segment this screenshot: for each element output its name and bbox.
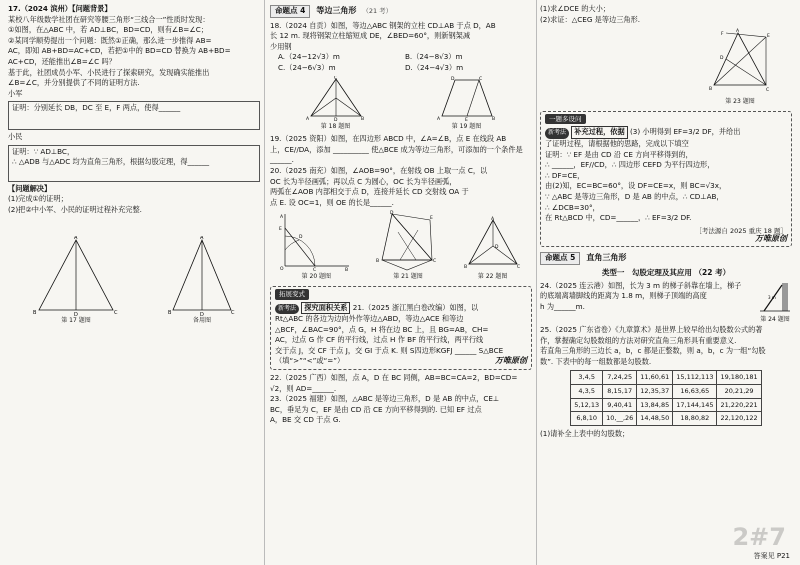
figure-24 [758, 281, 792, 326]
table-cell: 13,84,85 [637, 398, 673, 412]
triangle-diagram-18 [306, 76, 366, 122]
xiaomin-proof: 证明：∵ AD⊥BC， [12, 146, 75, 156]
svg-text:A: A [436, 116, 440, 122]
q17-text: 某校八年级数学社团在研究等腰三角形“三线合一”性质时发现： [8, 14, 210, 24]
figure-21 [372, 210, 444, 283]
svg-text:B: B [168, 309, 172, 316]
type-header [540, 268, 792, 279]
svg-text:D: D [200, 311, 204, 316]
svg-text:B: B [375, 259, 380, 265]
option-d[interactable]: D.（24−4√3）m [405, 62, 464, 72]
new-method-badge: 新考法 [275, 304, 299, 315]
svg-text:A: A [305, 116, 309, 122]
figure-caption: 第 23 题图 [725, 98, 755, 106]
table-row [571, 371, 761, 385]
svg-text:A: A [200, 235, 204, 241]
xiaojun-proof-box [8, 101, 260, 130]
label-xiaojun: 小军 [8, 88, 23, 98]
svg-text:D: D [333, 117, 337, 122]
q18-text: 少用钢 [270, 41, 292, 51]
q18-text: 18.（2024 自贡）如图，等边△ABC 钢架的立柱 CD⊥AB 于点 D，AB [270, 20, 496, 30]
q20-text: OC 长为半径画弧；再以点 C 为圆心，OC 长为半径画弧， [270, 176, 457, 186]
q24-text-wrap [540, 281, 754, 326]
q18-19-figures [270, 76, 532, 133]
q22-text: 22.（2025 广西）如图，点 A，D 在 BC 同侧，AB=BC=CA=2，BD=CD= [270, 373, 518, 383]
svg-text:C: C [231, 309, 235, 316]
svg-text:D: D [720, 56, 724, 62]
multi-question-tab: 一题多设问 [545, 114, 586, 125]
q17-text: ∠B=∠C，并分别提供了不同的证明方法. [8, 78, 140, 88]
page-watermark: 2#7 [732, 523, 786, 551]
figure-20 [279, 210, 353, 283]
svg-text:C: C [766, 88, 770, 94]
table-cell: 22,120,122 [717, 412, 761, 426]
svg-text:A: A [280, 215, 284, 221]
table-cell: 9,40,41 [603, 398, 637, 412]
multi-question-box [540, 111, 792, 248]
q25-text: 数”. 下表中的每一组数都是勾股数. [540, 356, 652, 366]
type-title: 类型一 勾股定理及其应用 [601, 267, 692, 277]
svg-text:C: C [333, 75, 337, 81]
q17-figures [8, 236, 260, 327]
table-cell: 5,12,13 [571, 398, 603, 412]
brand-logo: 万唯原创 [495, 356, 527, 366]
q24-text: h 为______m. [540, 301, 585, 311]
section-title: 等边三角形 [316, 6, 357, 15]
figure-caption: 第 20 题图 [301, 273, 332, 281]
q18-options [270, 52, 532, 73]
table-cell: 20,21,29 [717, 385, 761, 399]
q24-text: 的底端离墙脚线的距离为 1.8 m，则梯子顶端的高度 [540, 291, 707, 301]
svg-text:B: B [463, 265, 467, 271]
q17-text: 基于此，社团成员小军、小民进行了探索研究，发现确实能推出 [8, 67, 210, 77]
fill-process-tag: 补充过程，依据 [571, 126, 627, 139]
quadrilateral-diagram-19 [437, 76, 497, 122]
q24-text: 24.（2025 连云港）如图，长为 3 m 的梯子斜靠在墙上，梯子 [540, 280, 742, 290]
figure-18 [306, 76, 366, 133]
table-cell: 15,112,113 [673, 371, 717, 385]
figure-caption: 第 17 题图 [61, 316, 91, 324]
ladder-diagram-24 [758, 281, 792, 315]
table-cell: 19,180,181 [717, 371, 761, 385]
q17-text: AC+CD，还能推出∠B=∠C 吗？ [8, 56, 116, 66]
q20-text: 点 E. 设 OC=1，则 OE 的长是______. [270, 197, 394, 207]
box-text: 在 Rt△BCD 中，CD=______，∴ EF=3/2 DF. [545, 213, 692, 223]
table-row [571, 412, 761, 426]
svg-text:C: C [516, 265, 520, 271]
q20-22-figures [270, 210, 532, 283]
box-text: ∴ ∠DCB=30°， [545, 202, 600, 212]
q21-text: △BCF，∠BAC=90°，点 G，H 将在边 BC 上，且 BG=AB，CH= [275, 324, 489, 334]
answer-footer: 答案见 P21 [753, 552, 790, 560]
table-cell: 17,144,145 [673, 398, 717, 412]
q19-text: ______. [270, 155, 294, 165]
figure-17 [31, 236, 121, 327]
section-tag: 命题点 4 [270, 5, 310, 18]
figure-caption: 备用图 [192, 316, 211, 324]
figure-19 [437, 76, 497, 133]
svg-text:A: A [490, 217, 494, 223]
svg-text:D: D [74, 311, 78, 316]
option-b[interactable]: B.（24−8√3）m [405, 52, 463, 62]
svg-text:E: E [464, 117, 468, 122]
table-cell: 12,35,37 [637, 385, 673, 399]
figure-caption: 第 19 题图 [451, 122, 482, 130]
q17-text: ②某同学顺势提出一个问题：既然①正确，那么进一步推得 AB= [8, 35, 212, 45]
q19-text: 上，CE//DA，添加 __________ 使△BCE 成为等边三角形，可添加的一个条件是 [270, 144, 523, 154]
table-cell: 8,15,17 [603, 385, 637, 399]
extension-variant-box [270, 286, 532, 370]
column-middle [270, 4, 532, 561]
column-left [8, 4, 260, 561]
table-cell: 11,60,61 [637, 371, 673, 385]
svg-text:O: O [280, 267, 284, 273]
q20-text: 两弧在∠AOB 内部相交于点 D，连接并延长 CD 交射线 OA 于 [270, 187, 469, 197]
table-cell: 10,__,26 [603, 412, 637, 426]
svg-text:D: D [450, 76, 454, 82]
box-text: ∴ DF=CE， [545, 170, 585, 180]
table-cell: 6,8,10 [571, 412, 603, 426]
box-text: 证明：∵ EF 是由 CD 沿 CE 方向平移得到的， [545, 149, 693, 159]
figure-spare [167, 236, 237, 327]
pythagorean-table [570, 370, 761, 425]
solve-item: (1)完成①的证明； [8, 194, 68, 204]
q21-text: （填“>”“<”或“=”） [275, 356, 345, 366]
svg-text:D: D [494, 245, 499, 251]
column-right [540, 4, 792, 561]
figure-22 [463, 216, 523, 283]
new-method-badge: 新考法 [545, 128, 569, 139]
table-row [571, 398, 761, 412]
column-divider [264, 0, 265, 565]
q23-sub: (1)求∠DCE 的大小； [540, 4, 610, 13]
figure-caption: 第 24 题图 [760, 315, 790, 323]
table-cell: 16,63,65 [673, 385, 717, 399]
figure-caption: 第 18 题图 [320, 122, 351, 130]
svg-text:C: C [114, 309, 118, 316]
table-cell: 3,4,5 [571, 371, 603, 385]
section-title: 直角三角形 [586, 253, 627, 263]
q23-figure-row [540, 27, 792, 108]
q25-sub: (1)请补全上表中的勾股数； [540, 428, 630, 438]
q23-text: 23.（2025 福建）如图，△ABC 是等边三角形，D 是 AB 的中点，CE⊥ [270, 394, 500, 404]
figure-caption: 第 21 题图 [393, 273, 423, 281]
brand-logo: 万唯原创 [755, 233, 787, 243]
box-text: ∴ ______，EF//CD，∴ 四边形 CEFD 为平行四边形， [545, 160, 715, 170]
option-c[interactable]: C.（24−6√3）m [278, 62, 336, 72]
triangle-diagram-spare [167, 236, 237, 316]
q22-text: √2，则 AD=______. [270, 383, 337, 393]
svg-text:B: B [33, 309, 37, 316]
svg-text:E: E [279, 227, 283, 233]
q19-text: 19.（2025 资阳）如图，在四边形 ABCD 中，∠A=∠B，点 E 在线段 AB [270, 134, 507, 144]
figure-23 [708, 27, 772, 108]
box-text: 由(2)知，EC=BC=60°，设 DF=CE=x，则 BC=√3x， [545, 181, 727, 191]
q17-text: ①如图，在△ABC 中，若 AD⊥BC，BD=CD，则有∠B=∠C； [8, 25, 208, 35]
svg-text:C: C [478, 76, 482, 82]
q20-text: 20.（2025 南充）如图，∠AOB=90°，在射线 OB 上取一点 C，以 [270, 165, 488, 175]
q21-text: 交于点 J，交 CF 于点 J，交 GI 于点 K. 则 S四边形KGFJ ______ S△BCE [275, 345, 504, 355]
q25-text: 作，掌握确定勾股数组的方法对研究直角三角形具有重要意义. [540, 335, 737, 345]
q17-text: AC，即知 AB+BD=AC+CD，若把①中的 BD=CD 替换为 AB+BD= [8, 46, 231, 56]
q21-text: Rt△ABC 的各边为边向外作等边△ABD，等边△ACE 和等边 [275, 314, 464, 324]
svg-text:E: E [429, 216, 433, 222]
section-count: （21 考） [362, 7, 393, 15]
triangle-diagram-23 [708, 27, 772, 97]
label-xiaomin: 小民 [8, 131, 23, 141]
svg-text:3 m: 3 m [768, 294, 776, 300]
section-header-4 [270, 5, 532, 18]
svg-text:B: B [491, 116, 495, 122]
svg-text:E: E [767, 34, 770, 40]
extension-tab: 拓展变式 [275, 289, 309, 300]
box-text: 了证明过程，请根据他的思路，完成以下填空 [545, 138, 689, 148]
table-cell: 21,220,221 [717, 398, 761, 412]
svg-text:B: B [360, 116, 364, 122]
svg-text:D: D [389, 211, 394, 217]
svg-text:A: A [74, 235, 78, 241]
q21-text: 21.（2025 浙江黑白卷改编）如图，以 [352, 302, 479, 312]
arc-diagram-20 [279, 210, 353, 272]
svg-text:D: D [299, 235, 303, 241]
column-divider [536, 0, 537, 565]
q23-text: A，BE 交 CD 于点 G. [270, 415, 341, 425]
solve-header: 【问题解决】 [8, 183, 52, 193]
q24-block [540, 281, 792, 326]
figure-caption: 第 22 题图 [477, 273, 508, 281]
svg-text:A: A [736, 29, 740, 35]
q18-text: 长 12 m. 现将钢架立柱缩短成 DE，∠BED=60°，则新钢架减 [270, 31, 471, 41]
q25-text: 25.（2025 广东省卷）《九章算术》是世界上较早给出勾股数公式的著 [540, 325, 763, 335]
solve-item: (2)把②中小军、小民的证明过程补充完整. [8, 204, 142, 214]
table-row [571, 385, 761, 399]
box-header [545, 126, 787, 139]
svg-text:B: B [345, 268, 349, 273]
area-relation-tag: 探究面积关系 [301, 302, 350, 315]
box-text: (3) 小明得到 EF=3/2 DF，并给出 [629, 127, 741, 137]
xiaomin-proof-box [8, 145, 260, 182]
triangle-diagram-22 [463, 216, 523, 272]
section-tag: 命题点 5 [540, 252, 580, 265]
table-cell: 7,24,25 [603, 371, 637, 385]
q21-header [275, 302, 527, 315]
table-cell: 18,80,82 [673, 412, 717, 426]
option-a[interactable]: A.（24−12√3）m [278, 52, 340, 62]
svg-text:C: C [313, 268, 317, 273]
q21-text: AC，过点 G 作 CF 的平行线，过点 H 作 BF 的平行线，两平行线 [275, 335, 484, 345]
box-source: ［考法源自 2025 重庆 18 题］ [695, 226, 787, 235]
svg-text:B: B [709, 87, 713, 93]
q23-sub: (2)求证：△CEG 是等边三角形. [540, 14, 641, 24]
q17-header: 17.（2024 滨州）【问题背景】 [8, 4, 112, 13]
q25-text: 若直角三角形的三边长 a，b，c 都是正整数，则 a，b，c 为一组“勾股 [540, 346, 766, 356]
triangle-diagram-17 [31, 236, 121, 316]
svg-text:F: F [721, 32, 724, 38]
svg-text:C: C [432, 259, 437, 265]
xiaomin-proof: ∴ △ADB 与△ADC 均为直角三角形，根据勾股定理，得______ [12, 157, 210, 167]
table-cell: 14,48,50 [637, 412, 673, 426]
box-text: ∵ △ABC 是等边三角形，D 是 AB 的中点，∴ CD⊥AB， [545, 191, 724, 201]
type-count: （22 考） [694, 267, 731, 277]
triangle-diagram-21 [372, 210, 444, 272]
xiaojun-proof: 证明：分别延长 DB，DC 至 E，F 两点，使得______ [12, 103, 181, 113]
q23-text: BC，垂足为 C，EF 是由 CD 沿 CE 方向平移得到的. 已知 EF 过点 [270, 404, 482, 414]
table-cell: 4,3,5 [571, 385, 603, 399]
section-header-5 [540, 252, 792, 265]
